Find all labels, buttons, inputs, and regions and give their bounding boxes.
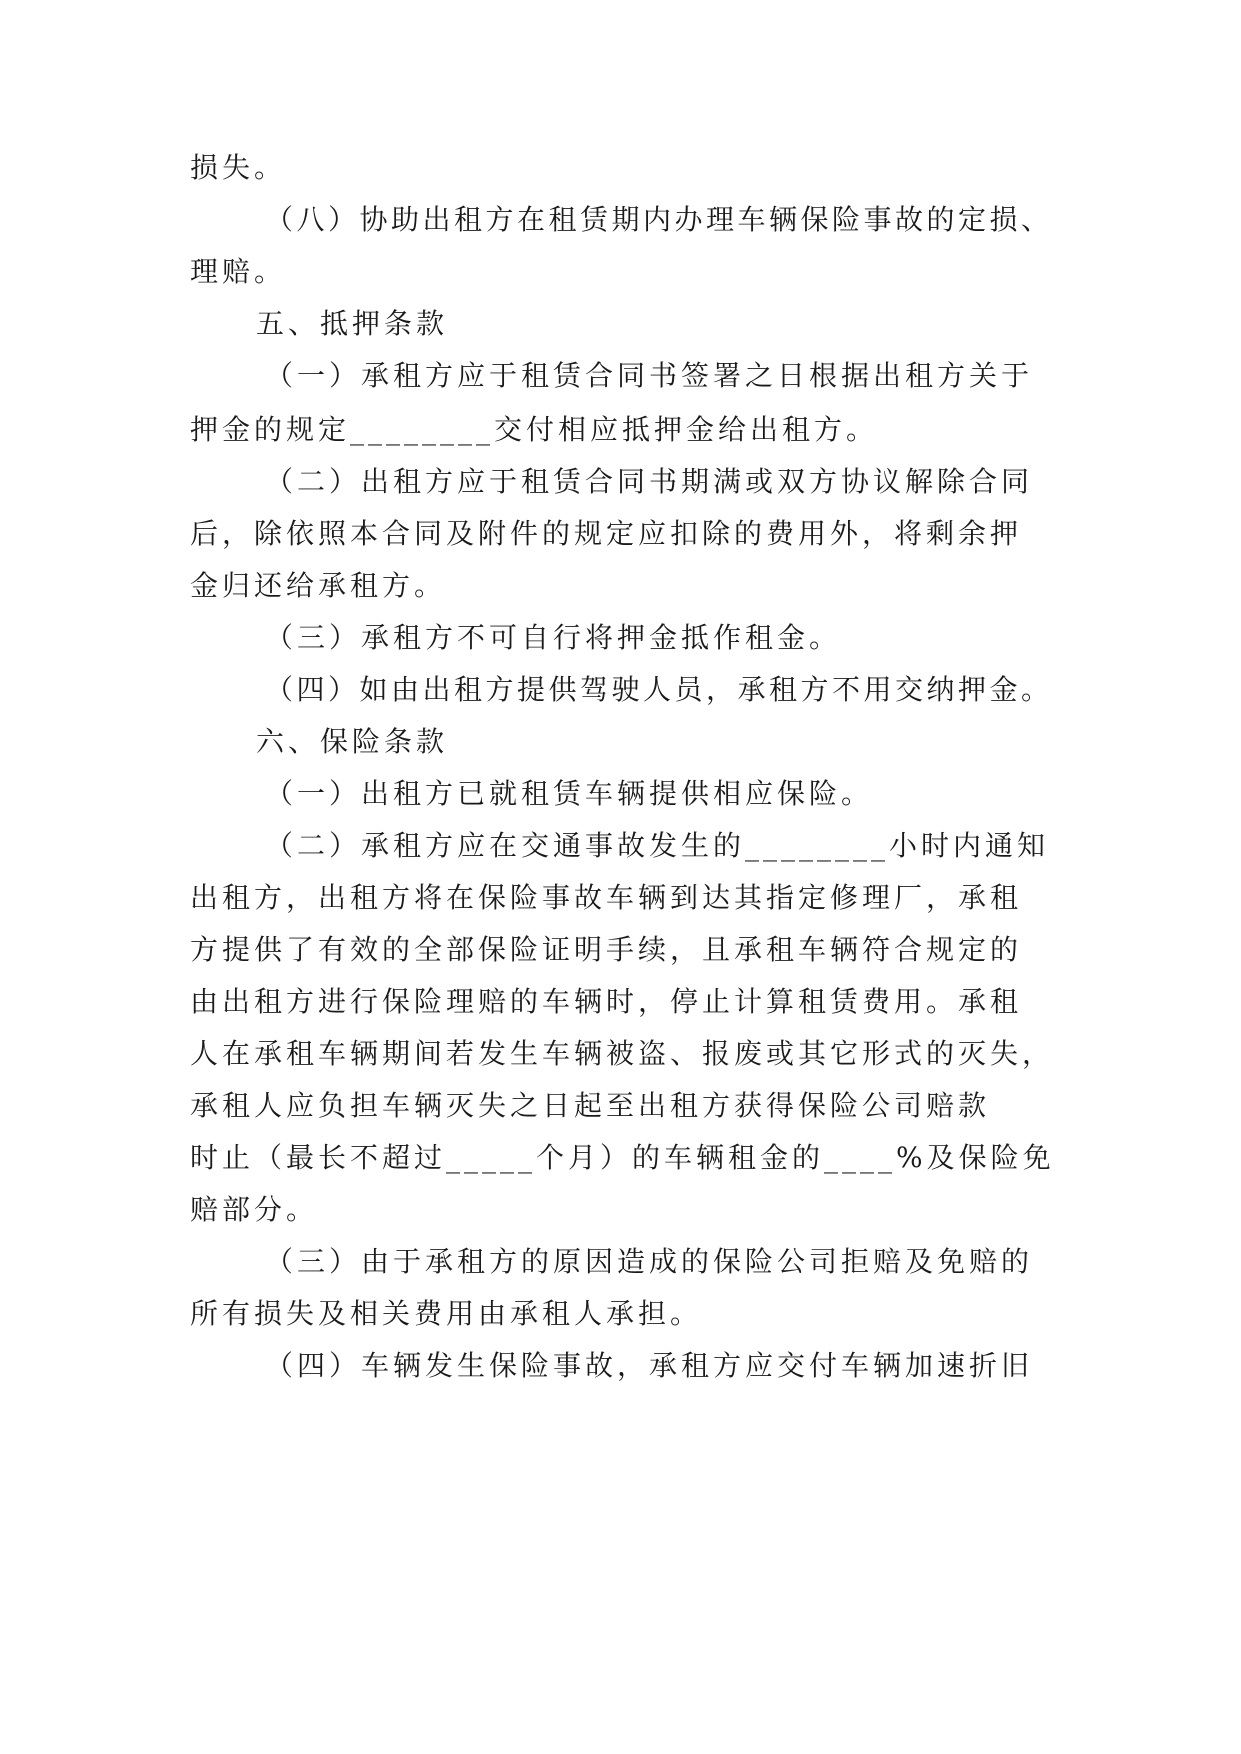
clause-line: （二）承租方应在交通事故发生的________小时内通知 (265, 829, 1050, 862)
text-line: 出租方，出租方将在保险事故车辆到达其指定修理厂，承租 (190, 881, 1023, 914)
text-line: 金归还给承租方。 (190, 569, 447, 602)
text-line: 赔部分。 (190, 1193, 319, 1226)
clause-line: （二）出租方应于租赁合同书期满或双方协议解除合同 (265, 465, 1034, 498)
clause-line: （三）由于承租方的原因造成的保险公司拒赔及免赔的 (265, 1245, 1034, 1278)
text-line: 后，除依照本合同及附件的规定应扣除的费用外，将剩余押 (190, 517, 1023, 550)
text-line: 所有损失及相关费用由承租人承担。 (190, 1297, 703, 1330)
text-line: 押金的规定________交付相应抵押金给出租方。 (190, 413, 879, 446)
clause-line: （八）协助出租方在租赁期内办理车辆保险事故的定损、 (265, 203, 1053, 236)
text-line: 时止（最长不超过_____个月）的车辆租金的____%及保险免 (190, 1141, 1055, 1174)
text-line: 损失。 (190, 151, 287, 184)
text-line: 由出租方进行保险理赔的车辆时，停止计算租赁费用。承租 (190, 985, 1023, 1018)
section-heading: 五、抵押条款 (256, 307, 449, 340)
clause-line: （四）车辆发生保险事故，承租方应交付车辆加速折旧 (265, 1349, 1034, 1382)
clause-line: （四）如由出租方提供驾驶人员，承租方不用交纳押金。 (265, 673, 1053, 706)
section-heading: 六、保险条款 (256, 725, 449, 758)
clause-line: （一）承租方应于租赁合同书签署之日根据出租方关于 (265, 359, 1034, 392)
text-line: 承租人应负担车辆灭失之日起至出租方获得保险公司赔款 (190, 1089, 991, 1122)
text-line: 理赔。 (190, 255, 287, 288)
clause-line: （三）承租方不可自行将押金抵作租金。 (265, 621, 842, 654)
clause-line: （一）出租方已就租赁车辆提供相应保险。 (265, 777, 874, 810)
text-line: 方提供了有效的全部保险证明手续，且承租车辆符合规定的 (190, 933, 1023, 966)
text-line: 人在承租车辆期间若发生车辆被盗、报废或其它形式的灭失， (190, 1037, 1055, 1070)
